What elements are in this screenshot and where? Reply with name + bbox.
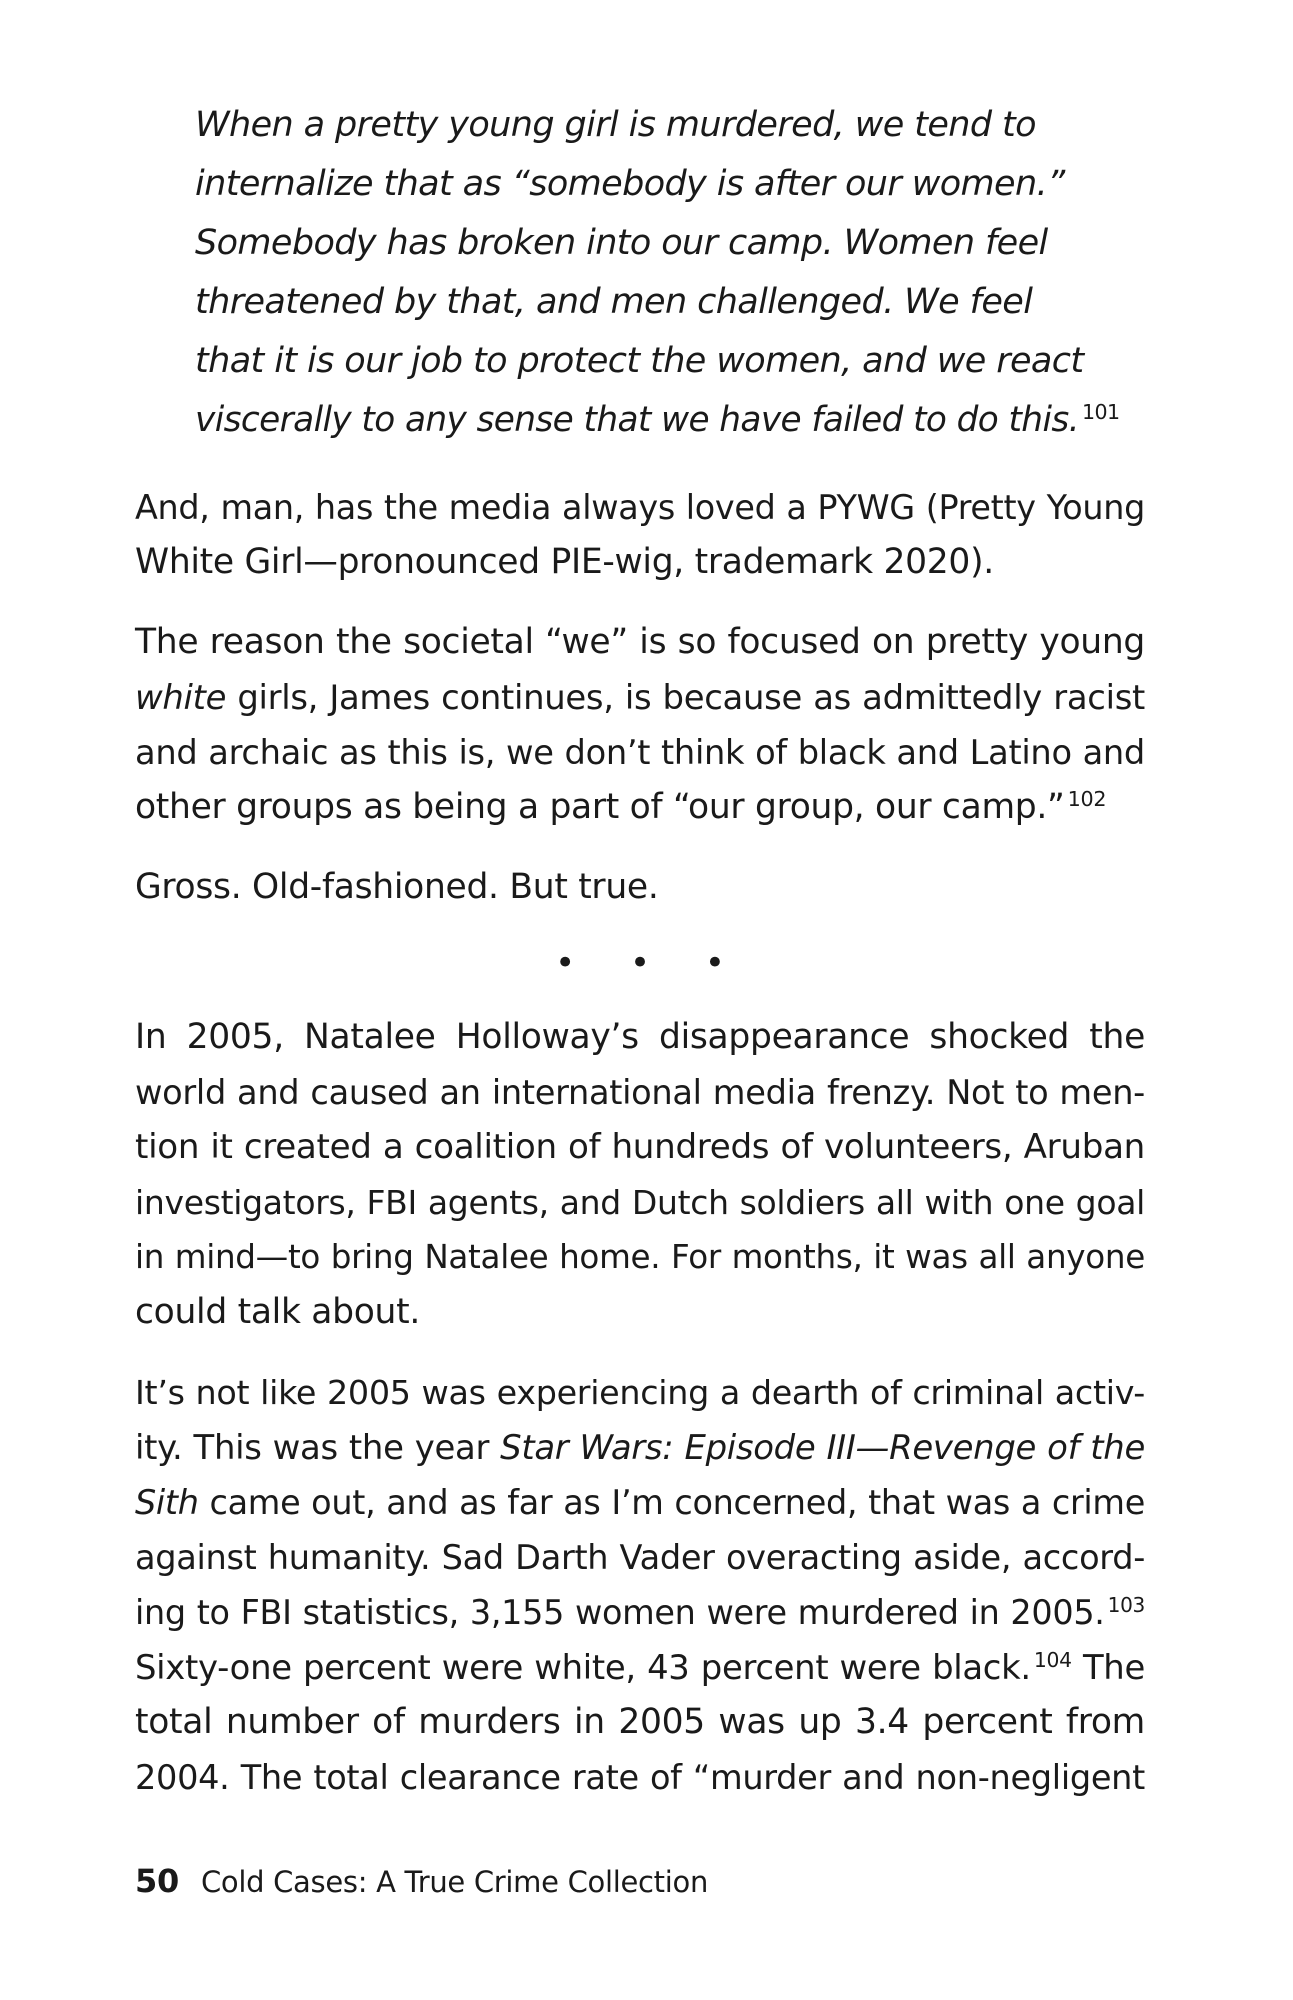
para-line xyxy=(135,1475,1145,1530)
para-line xyxy=(135,1420,1145,1475)
para-line: In 2005, Natalee Holloway’s disappearance shocked the xyxy=(135,1017,1145,1057)
para-line-text: other groups as being a part of “our group, our camp.” xyxy=(135,787,1065,827)
para-line: The reason the societal “we” is so focused on pretty young xyxy=(135,622,1145,662)
para-line: investigators, FBI agents, and Dutch soldiers all with one goal xyxy=(135,1183,1145,1222)
running-footer-title: Cold Cases: A True Crime Collection xyxy=(200,1865,709,1899)
para-line: 2004. The total clearance rate of “murder and non-negligent xyxy=(135,1758,1145,1797)
para-line: could talk about. xyxy=(135,1292,421,1332)
quote-line: threatened by that, and men challenged. We feel xyxy=(195,282,1033,322)
para-line: It’s not like 2005 was experiencing a dearth of criminal activ- xyxy=(135,1373,1145,1412)
quote-line-text: viscerally to any sense that we have failed to do this. xyxy=(195,400,1079,440)
para-line: in mind—to bring Natalee home. For months, it was all anyone xyxy=(135,1238,1145,1276)
footnote-ref-103: 103 xyxy=(1107,1592,1145,1617)
page-number: 50 xyxy=(135,1862,179,1900)
para-line-text: The xyxy=(1071,1648,1145,1687)
emphasis-text: white xyxy=(135,678,227,717)
quote-line: Somebody has broken into our camp. Women feel xyxy=(195,223,1048,263)
para-line xyxy=(135,670,1145,725)
quote-line: that it is our job to protect the women, and we react xyxy=(195,341,1084,381)
para-line-text: girls, James continues, is because as admittedly racist xyxy=(226,678,1145,717)
para-line: And, man, has the media always loved a PYWG (Pretty Young xyxy=(135,488,1145,527)
block-quote xyxy=(195,96,1125,450)
para-line-text: came out, and as far as I’m concerned, that was a crime xyxy=(198,1483,1145,1522)
para-line-text: ing to FBI statistics, 3,155 women were murdered in 2005. xyxy=(135,1593,1105,1632)
para-line-text: ity. This was the year xyxy=(135,1428,501,1467)
para-line xyxy=(135,780,1145,835)
page-body xyxy=(135,96,1145,1805)
para-line-text: Sixty-one percent were white, 43 percent were black. xyxy=(135,1648,1031,1687)
emphasis-text: Sith xyxy=(135,1483,199,1522)
paragraph-gross xyxy=(135,860,1145,915)
emphasis-text: Star Wars: Episode III—Revenge of the xyxy=(500,1428,1145,1467)
para-line: Gross. Old-fashioned. But true. xyxy=(135,867,659,907)
para-line: tion it created a coalition of hundreds of volunteers, Aruban xyxy=(135,1127,1145,1167)
footnote-ref-104: 104 xyxy=(1033,1647,1072,1672)
para-line: White Girl—pronounced PIE-wig, trademark 2020). xyxy=(135,542,994,582)
page-footer xyxy=(135,1862,708,1900)
para-line: and archaic as this is, we don’t think of black and Latino and xyxy=(135,733,1145,772)
para-line: world and caused an international media frenzy. Not to men- xyxy=(135,1073,1145,1112)
quote-line: internalize that as “somebody is after our women.” xyxy=(195,164,1065,204)
paragraph-statistics xyxy=(135,1365,1145,1805)
footnote-ref-101: 101 xyxy=(1081,399,1120,424)
paragraph-holloway xyxy=(135,1010,1145,1340)
section-break-dinkus: • • • xyxy=(555,943,747,983)
para-line: against humanity. Sad Darth Vader overacting aside, accord- xyxy=(135,1538,1145,1577)
paragraph-societal-we xyxy=(135,615,1145,835)
quote-line xyxy=(195,391,1125,450)
quote-line: When a pretty young girl is murdered, we tend to xyxy=(195,105,1036,145)
para-line xyxy=(135,1640,1145,1695)
para-line xyxy=(135,1585,1145,1640)
paragraph-pywg xyxy=(135,480,1145,590)
footnote-ref-102: 102 xyxy=(1067,786,1107,811)
para-line: total number of murders in 2005 was up 3.4 percent from xyxy=(135,1702,1145,1742)
